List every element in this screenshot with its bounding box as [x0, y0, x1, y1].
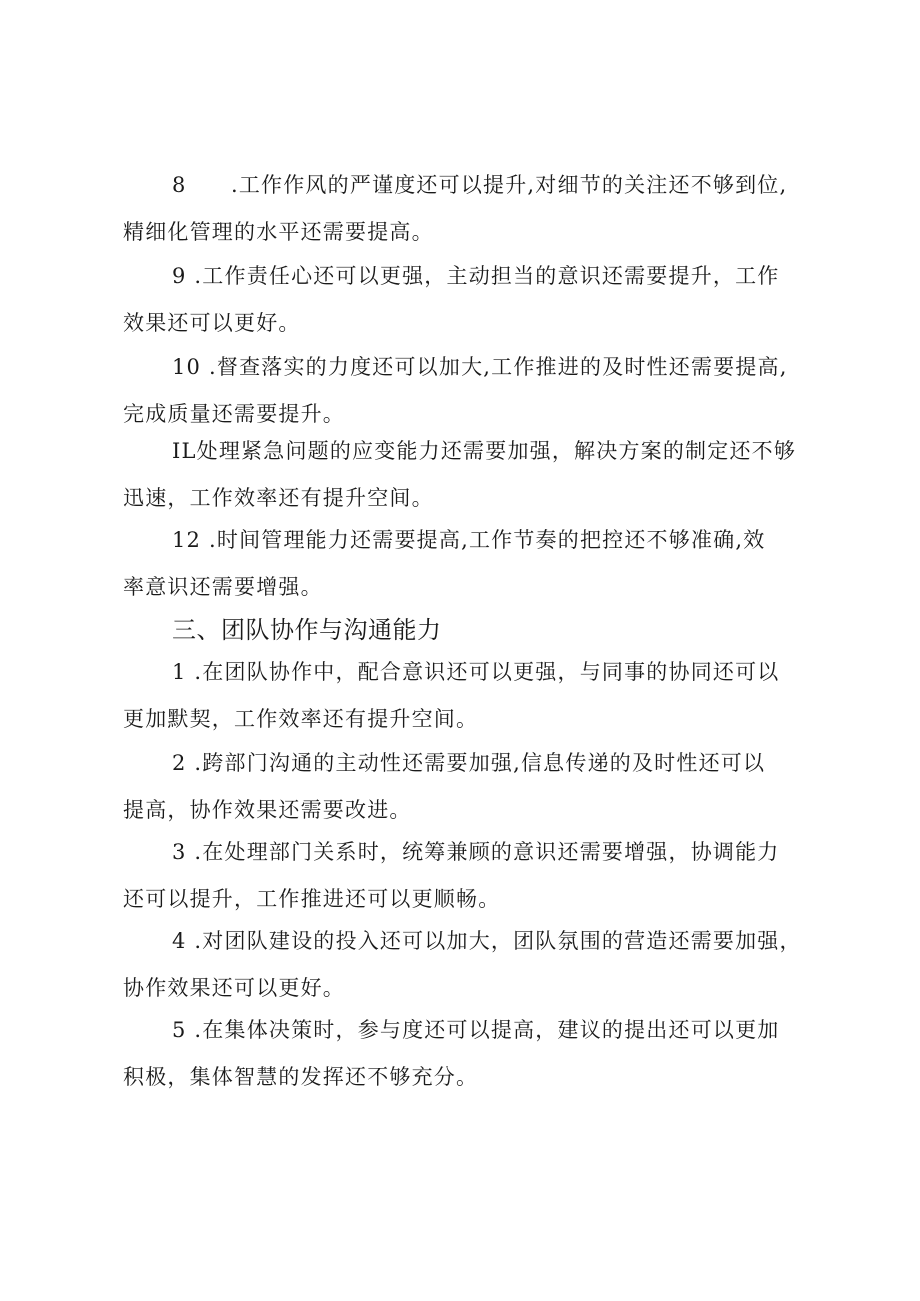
paragraph-line: 精细化管理的水平还需要提高。	[123, 220, 434, 244]
paragraph-item-10	[123, 344, 823, 438]
paragraph-line: 协作效果还可以更好。	[123, 976, 345, 1000]
paragraph-item-5	[123, 1007, 823, 1101]
paragraph-line: 10 .督查落实的力度还可以加大,工作推进的及时性还需要提高,	[172, 355, 788, 379]
paragraph-line: 完成质量还需要提升。	[123, 402, 345, 426]
paragraph-item-11	[123, 428, 823, 522]
paragraph-line: 1 .在团队协作中，配合意识还可以更强，与同事的协同还可以	[172, 660, 780, 684]
paragraph-line: 迅速，工作效率还有提升空间。	[123, 486, 434, 510]
paragraph-item-9	[123, 253, 823, 347]
paragraph-line: 9 .工作责任心还可以更强，主动担当的意识还需要提升，工作	[172, 264, 780, 288]
paragraph-line: 还可以提升，工作推进还可以更顺畅。	[123, 887, 501, 911]
paragraph-item-3	[123, 829, 823, 923]
paragraph-item-4	[123, 918, 823, 1012]
paragraph-line: 12 .时间管理能力还需要提高,工作节奏的把控还不够准确,效	[172, 528, 766, 552]
paragraph-line: 提高，协作效果还需要改进。	[123, 798, 412, 822]
paragraph-line: 8 .工作作风的严谨度还可以提升,对细节的关注还不够到位,	[172, 173, 788, 197]
paragraph-item-2	[123, 740, 823, 834]
paragraph-line: 3 .在处理部门关系时，统筹兼顾的意识还需要增强，协调能力	[172, 840, 780, 864]
paragraph-line: IL处理紧急问题的应变能力还需要加强，解决方案的制定还不够	[172, 439, 797, 463]
section-heading: 三、团队协作与沟通能力	[172, 616, 442, 644]
paragraph-item-8	[123, 162, 823, 256]
paragraph-line: 4 .对团队建设的投入还可以加大，团队氛围的营造还需要加强，	[172, 929, 802, 953]
paragraph-item-1	[123, 649, 823, 743]
paragraph-line: 积极，集体智慧的发挥还不够充分。	[123, 1065, 479, 1089]
paragraph-line: 2 .跨部门沟通的主动性还需要加强,信息传递的及时性还可以	[172, 751, 766, 775]
paragraph-line: 率意识还需要增强。	[123, 575, 323, 599]
paragraph-line: 效果还可以更好。	[123, 311, 301, 335]
paragraph-line: 更加默契，工作效率还有提升空间。	[123, 707, 479, 731]
paragraph-item-12	[123, 517, 823, 611]
paragraph-line: 5 .在集体决策时，参与度还可以提高，建议的提出还可以更加	[172, 1018, 780, 1042]
